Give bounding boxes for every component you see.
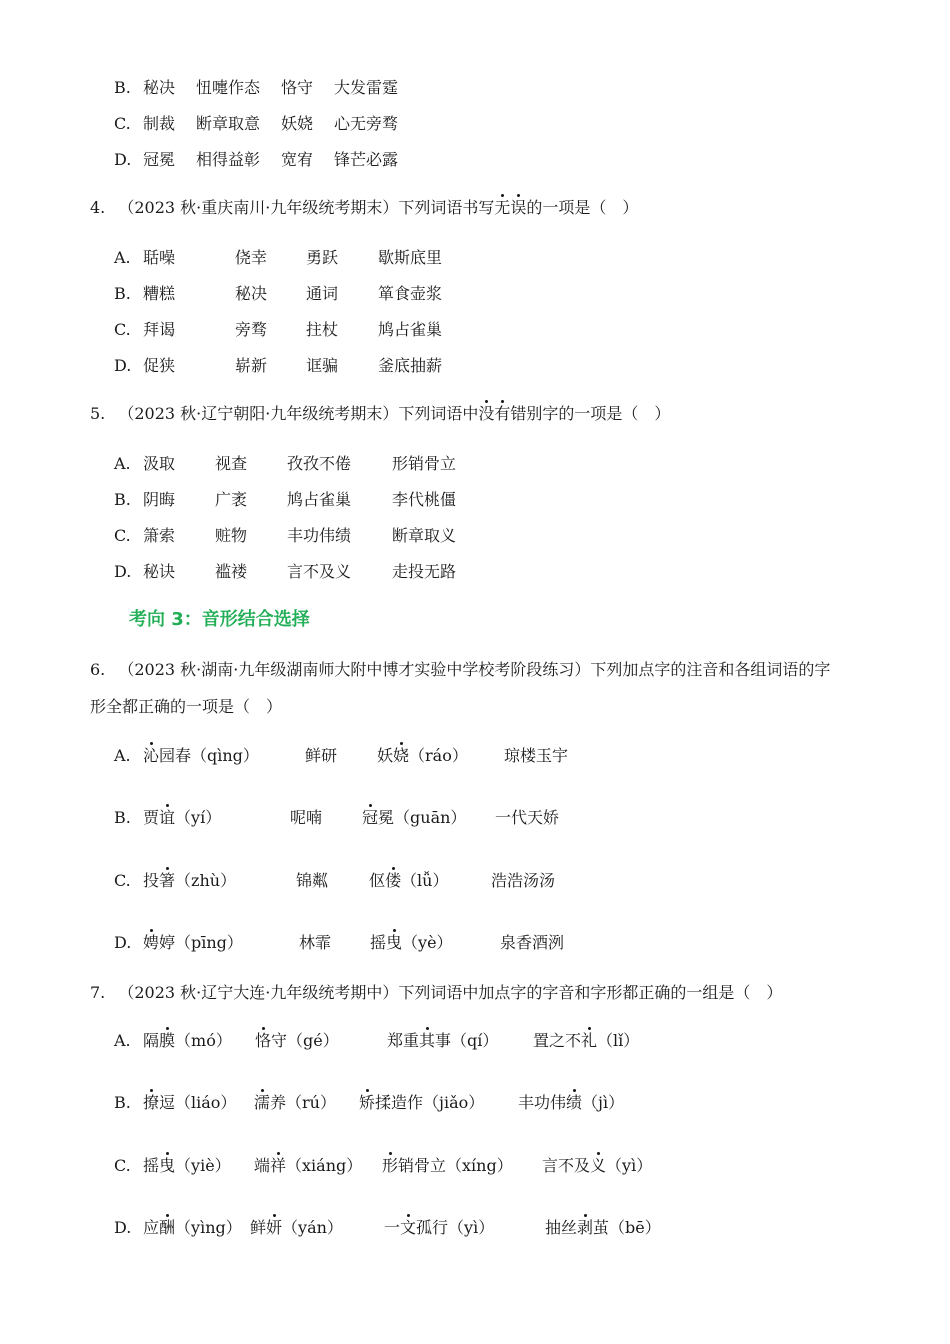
term: 抽丝剥茧（bē） (545, 1218, 661, 1237)
term: 矫揉造作（jiǎo） (359, 1093, 485, 1112)
emphasis-char: 误 (510, 198, 527, 217)
emphasis-char: 膜 (159, 1031, 176, 1050)
term: 形销骨立（xíng） (382, 1156, 513, 1175)
term: 恪守（gé） (255, 1031, 339, 1050)
word: 秘决 (235, 284, 268, 303)
word: 秘诀 (143, 562, 176, 581)
emphasis-char: 濡 (254, 1093, 271, 1112)
option-letter: D. (114, 562, 132, 581)
stem-text: （2023 秋·湖南·九年级湖南师大附中博才实验中学校考阶段练习）下列加点字的注音和各组词语的字 (118, 660, 831, 679)
question-4-stem (90, 198, 638, 218)
word: 丰功伟绩 (287, 526, 352, 545)
word: 崭新 (235, 356, 268, 375)
emphasis-char: 义 (590, 1156, 607, 1175)
option-letter: B. (114, 1093, 131, 1112)
term: 伛偻（lǚ） (369, 871, 449, 890)
word: 歇斯底里 (378, 248, 443, 267)
emphasis-char: 撩 (143, 1093, 160, 1112)
emphasis-char: 娉 (143, 933, 160, 952)
term: 摇曳（yè） (370, 933, 453, 952)
emphasis-char: 箸 (159, 871, 176, 890)
emphasis-char: 矫 (359, 1093, 376, 1112)
option-letter: A. (114, 746, 131, 765)
option-letter: C. (114, 871, 131, 890)
emphasis-char: 无 (494, 198, 511, 217)
option-letter: D. (114, 933, 132, 952)
emphasis-char: 祥 (270, 1156, 287, 1175)
term: 丰功伟绩（jì） (518, 1093, 625, 1112)
option-letter: C. (114, 526, 131, 545)
question-7-stem (90, 983, 782, 1003)
term: 贾谊（yí） (143, 808, 222, 827)
emphasis-char: 曳 (159, 1156, 176, 1175)
term: 应酬（yìng） (143, 1218, 242, 1237)
word: 鸠占雀巢 (287, 490, 352, 509)
emphasis-char: 绩 (566, 1093, 583, 1112)
word: 侥幸 (235, 248, 268, 267)
option-letter: B. (114, 78, 131, 97)
emphasis-char: 没 (478, 404, 495, 423)
word: 相得益彰 (196, 150, 261, 169)
word: 忸嚏作态 (196, 78, 261, 97)
word: 拄杖 (306, 320, 339, 339)
term: 浩浩汤汤 (491, 871, 556, 890)
question-6-stem-cont (90, 697, 282, 717)
word: 箫索 (143, 526, 176, 545)
term: 端祥（xiáng） (254, 1156, 363, 1175)
option-letter: A. (114, 1031, 131, 1050)
term: 林霏 (299, 933, 332, 952)
term: 郑重其事（qí） (387, 1031, 499, 1050)
emphasis-char: 礼 (581, 1031, 598, 1050)
emphasis-char: 恪 (255, 1031, 272, 1050)
term: 置之不礼（lǐ） (533, 1031, 640, 1050)
question-number: 6. (90, 660, 106, 679)
term: 一代天娇 (495, 808, 560, 827)
option-letter: C. (114, 114, 131, 133)
emphasis-char: 偻 (385, 871, 402, 890)
stem-text: 形全都正确的一项是（ ） (90, 697, 283, 716)
word: 勇跃 (306, 248, 339, 267)
word: 妖娆 (281, 114, 314, 133)
word: 断章取意 (196, 114, 261, 133)
word: 孜孜不倦 (287, 454, 352, 473)
emphasis-char: 剥 (577, 1218, 594, 1237)
emphasis-char: 冠 (362, 808, 379, 827)
emphasis-char: 形 (382, 1156, 399, 1175)
word: 宽宥 (281, 150, 314, 169)
word: 大发雷霆 (334, 78, 399, 97)
word: 断章取义 (392, 526, 457, 545)
word: 形销骨立 (392, 454, 457, 473)
emphasis-char: 妍 (266, 1218, 283, 1237)
term: 一文孤行（yì） (384, 1218, 495, 1237)
term: 鲜研 (305, 746, 338, 765)
word: 旁骛 (235, 320, 268, 339)
emphasis-char: 有 (494, 404, 511, 423)
section-heading: 考向 3：音形结合选择 (129, 609, 310, 630)
stem-text: 的一项是（ ） (526, 198, 639, 217)
word: 汲取 (143, 454, 176, 473)
stem-text: （2023 秋·辽宁朝阳·九年级统考期末）下列词语中 (118, 404, 479, 423)
term: 言不及义（yì） (542, 1156, 653, 1175)
emphasis-char: 文 (400, 1218, 417, 1237)
option-letter: C. (114, 1156, 131, 1175)
word: 言不及义 (287, 562, 352, 581)
option-letter: B. (114, 808, 131, 827)
question-5-stem (90, 404, 670, 424)
emphasis-char: 沁 (143, 746, 160, 765)
option-letter: B. (114, 284, 131, 303)
word: 通词 (306, 284, 339, 303)
term: 摇曳（yiè） (143, 1156, 231, 1175)
term: 泉香酒洌 (500, 933, 565, 952)
term: 锦粼 (296, 871, 329, 890)
option-letter: B. (114, 490, 131, 509)
word: 制裁 (143, 114, 176, 133)
question-number: 4. (90, 198, 106, 217)
word: 李代桃僵 (392, 490, 457, 509)
word: 褴褛 (215, 562, 248, 581)
stem-text: （2023 秋·辽宁大连·九年级统考期中）下列词语中加点字的字音和字形都正确的一组是（ ） (118, 983, 783, 1002)
word: 视查 (215, 454, 248, 473)
emphasis-char: 其 (419, 1031, 436, 1050)
term: 鲜妍（yán） (250, 1218, 343, 1237)
term: 投箸（zhù） (143, 871, 237, 890)
term: 呢喃 (290, 808, 323, 827)
word: 冠冕 (143, 150, 176, 169)
stem-text: 错别字的一项是（ ） (510, 404, 671, 423)
option-letter: A. (114, 248, 131, 267)
question-6-stem (90, 660, 830, 680)
term: 妖娆（ráo） (377, 746, 468, 765)
word: 赃物 (215, 526, 248, 545)
term: 琼楼玉宇 (504, 746, 569, 765)
word: 阴晦 (143, 490, 176, 509)
word: 锋芒必露 (334, 150, 399, 169)
emphasis-char: 酬 (159, 1218, 176, 1237)
term: 冠冕（guān） (362, 808, 467, 827)
word: 广袤 (215, 490, 248, 509)
emphasis-char: 娆 (393, 746, 410, 765)
option-letter: C. (114, 320, 131, 339)
word: 促狭 (143, 356, 176, 375)
word: 心无旁骛 (334, 114, 399, 133)
term: 濡养（rú） (254, 1093, 336, 1112)
stem-text: （2023 秋·重庆南川·九年级统考期末）下列词语书写 (118, 198, 495, 217)
word: 聒噪 (143, 248, 176, 267)
word: 诓骗 (306, 356, 339, 375)
word: 鸠占雀巢 (378, 320, 443, 339)
option-letter: D. (114, 356, 132, 375)
option-letter: D. (114, 150, 132, 169)
term: 隔膜（mó） (143, 1031, 232, 1050)
word: 走投无路 (392, 562, 457, 581)
term: 娉婷（pīng） (143, 933, 243, 952)
option-letter: D. (114, 1218, 132, 1237)
emphasis-char: 谊 (159, 808, 176, 827)
question-number: 5. (90, 404, 106, 423)
word: 秘决 (143, 78, 176, 97)
term: 撩逗（liáo） (143, 1093, 237, 1112)
word: 拜谒 (143, 320, 176, 339)
word: 釜底抽薪 (378, 356, 443, 375)
option-letter: A. (114, 454, 131, 473)
word: 箪食壶浆 (378, 284, 443, 303)
term: 沁园春（qìng） (143, 746, 259, 765)
word: 恪守 (281, 78, 314, 97)
emphasis-char: 曳 (386, 933, 403, 952)
word: 糟糕 (143, 284, 176, 303)
question-number: 7. (90, 983, 106, 1002)
